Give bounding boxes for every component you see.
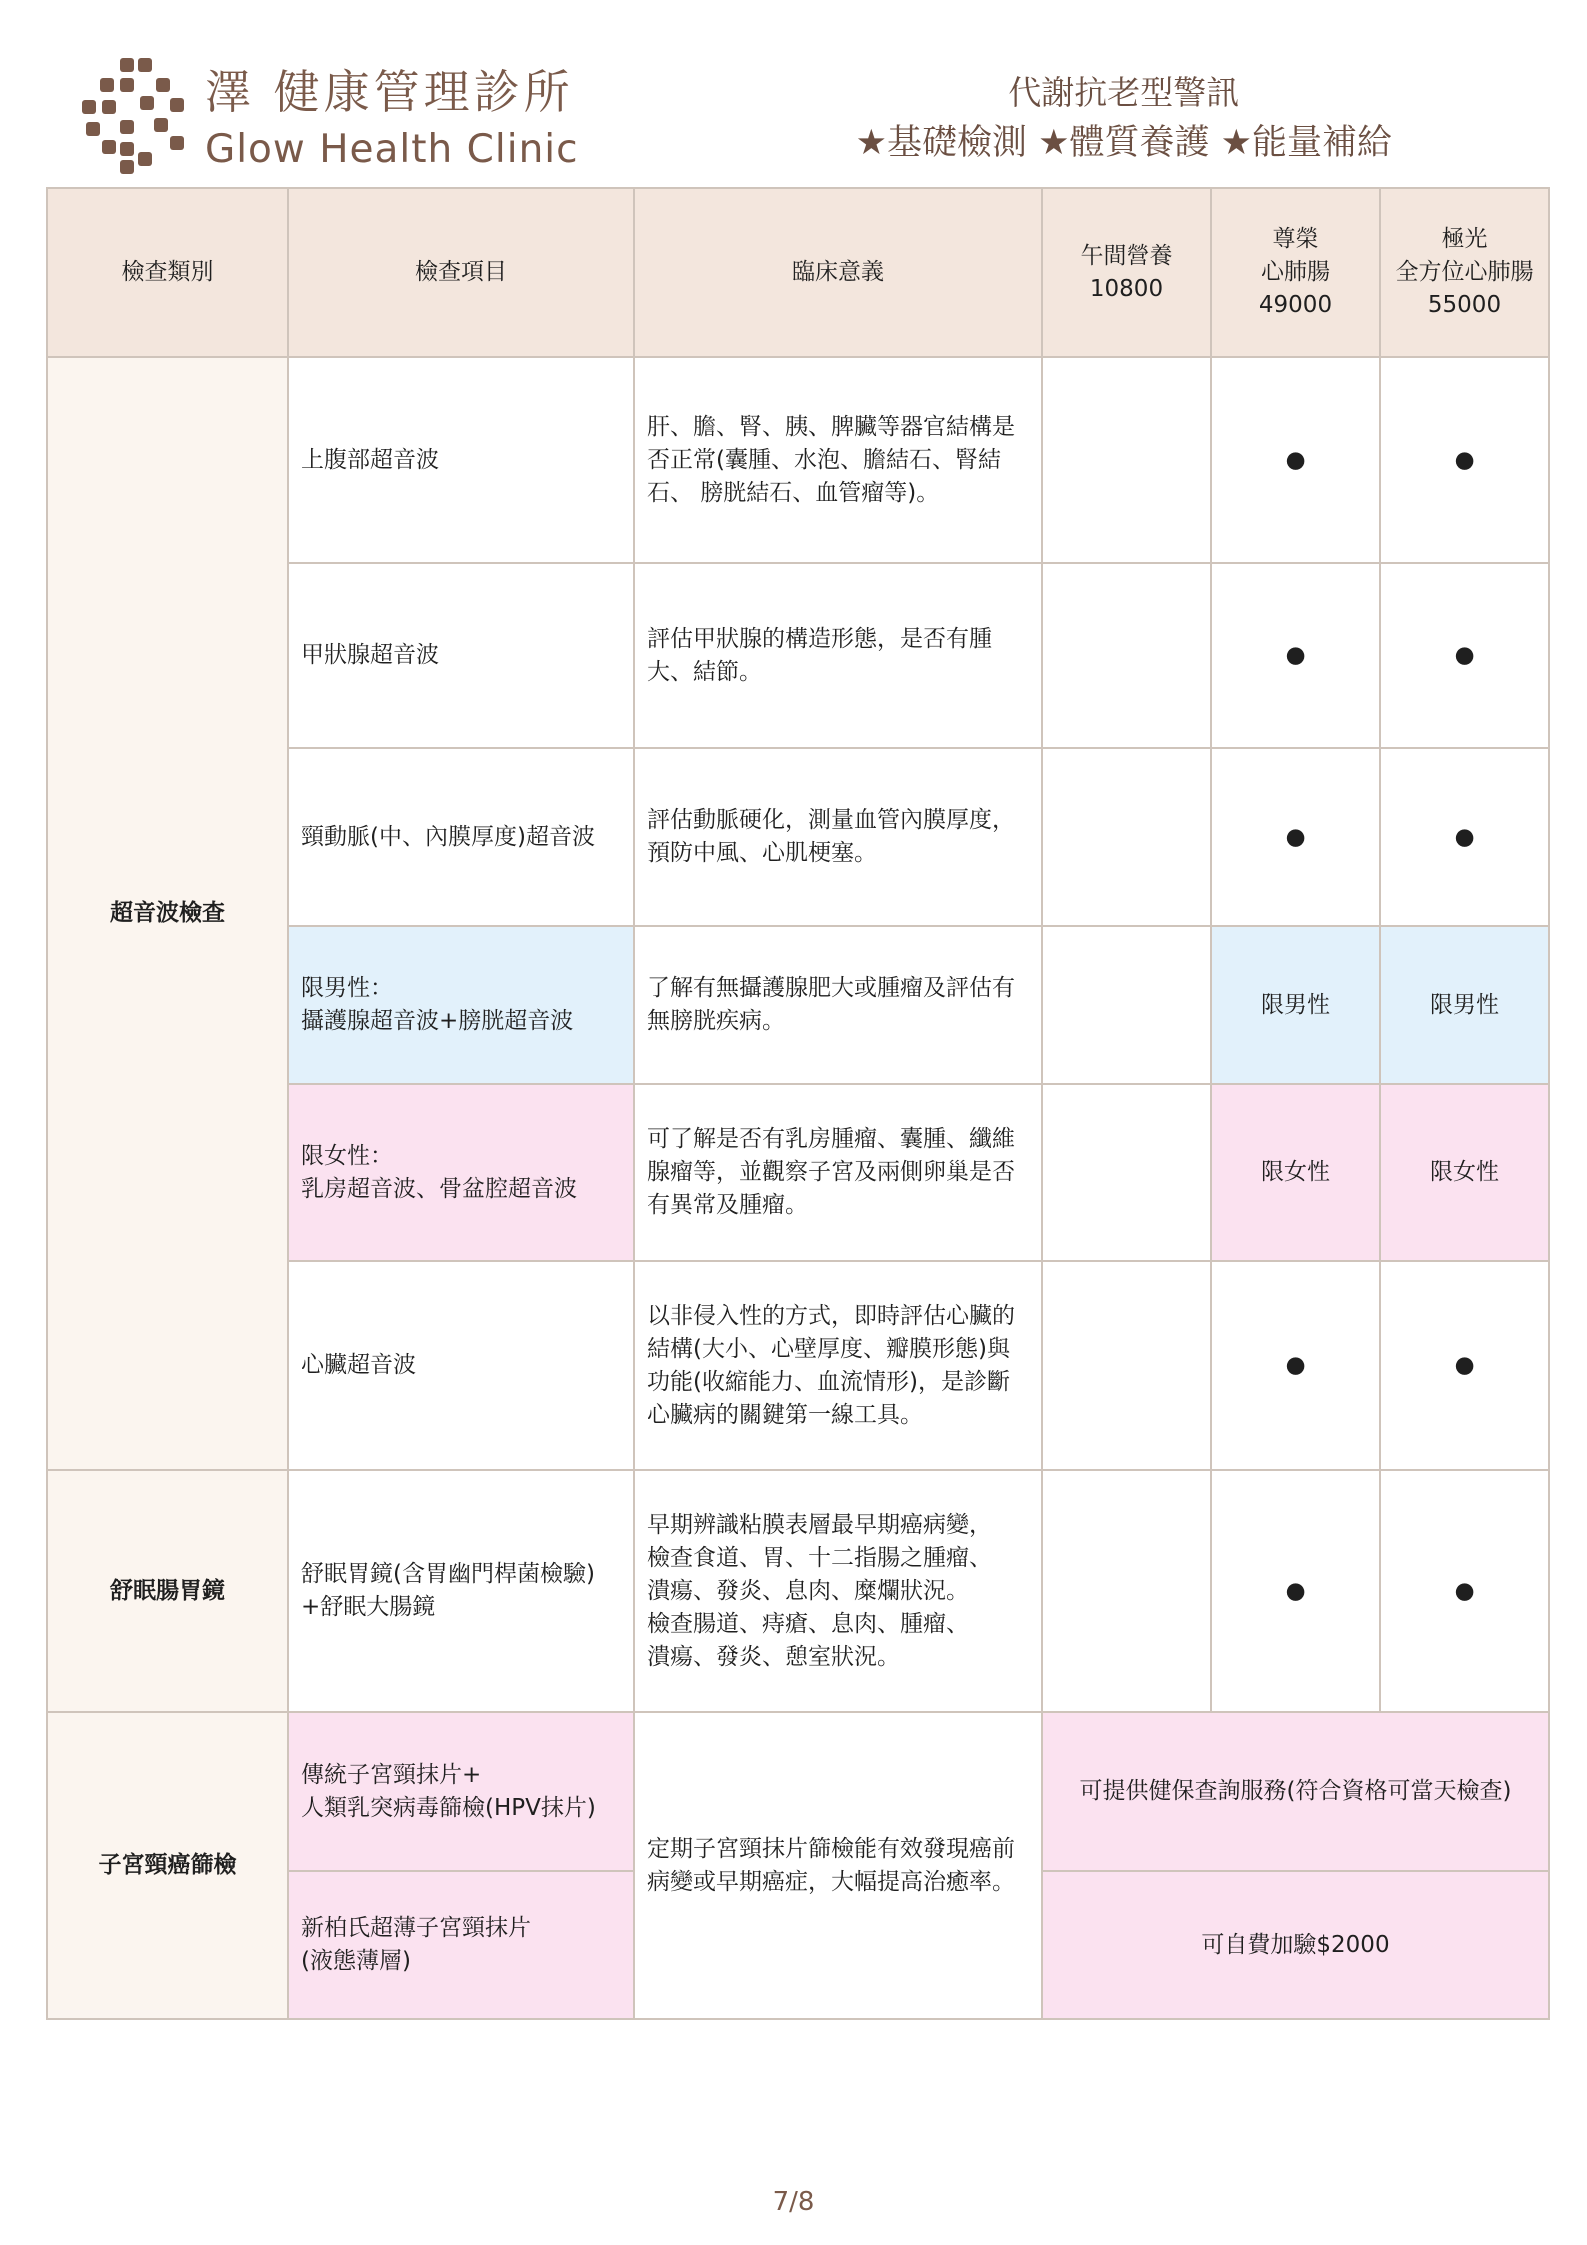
- table-header-row: [47, 188, 1549, 357]
- plan-lunch-mark: [1042, 563, 1211, 748]
- plan-aurora-mark: ●: [1380, 748, 1549, 926]
- plan-honor-mark: ●: [1211, 1470, 1380, 1712]
- clinical-meaning: 評估甲狀腺的構造形態，是否有腫大、結節。: [634, 563, 1042, 748]
- plan-aurora-mark: ●: [1380, 563, 1549, 748]
- meaning-line: 潰瘍、發炎、息肉、糜爛狀況。: [647, 1577, 969, 1604]
- item-name: [288, 1470, 634, 1712]
- item-name: 心臟超音波: [288, 1261, 634, 1470]
- plan-aurora-mark: ●: [1380, 1261, 1549, 1470]
- table-row: [47, 1712, 1549, 1871]
- plan-lunch-mark: [1042, 357, 1211, 563]
- clinical-meaning: 肝、膽、腎、胰、脾臟等器官結構是否正常(囊腫、水泡、膽結石、腎結石、 膀胱結石、血管瘤等)。: [634, 357, 1042, 563]
- item-name: [288, 1084, 634, 1261]
- item-name: [288, 1871, 634, 2019]
- brand-name-english: Glow Health Clinic: [205, 127, 579, 172]
- item-restriction: 限男性：: [301, 975, 393, 1001]
- item-name: [288, 1712, 634, 1871]
- package-heading: [856, 68, 1392, 168]
- package-title: 代謝抗老型警訊: [1008, 73, 1240, 112]
- item-detail: 人類乳突病毒篩檢(HPV抹片): [301, 1794, 596, 1821]
- plan-honor-price: 49000: [1258, 292, 1333, 318]
- plan-lunch-name: 午間營養: [1080, 242, 1173, 269]
- plan-aurora-mark: 限女性: [1380, 1084, 1549, 1261]
- item-restriction: 限女性：: [301, 1142, 393, 1169]
- plan-lunch-mark: [1042, 748, 1211, 926]
- clinical-meaning: 以非侵入性的方式，即時評估心臟的結構(大小、心壁厚度、瓣膜形態)與功能(收縮能力、血流情形)，是診斷心臟病的關鍵第一線工具。: [634, 1261, 1042, 1470]
- plan-honor-mark: ●: [1211, 1261, 1380, 1470]
- item-name: 上腹部超音波: [288, 357, 634, 563]
- clinical-meaning: 了解有無攝護腺肥大或腫瘤及評估有無膀胱疾病。: [634, 926, 1042, 1084]
- column-header-plan-honor: [1211, 188, 1380, 357]
- clinical-meaning: 評估動脈硬化，測量血管內膜厚度，預防中風、心肌梗塞。: [634, 748, 1042, 926]
- item-detail: +舒眠大腸鏡: [301, 1594, 436, 1620]
- clinic-logo-icon: [80, 56, 190, 176]
- item-detail: 舒眠胃鏡(含胃幽門桿菌檢驗): [301, 1561, 595, 1587]
- plan-lunch-mark: [1042, 1084, 1211, 1261]
- clinical-meaning: 可了解是否有乳房腫瘤、囊腫、纖維腺瘤等，並觀察子宮及兩側卵巢是否有異常及腫瘤。: [634, 1084, 1042, 1261]
- insurance-service-note: 可提供健保查詢服務(符合資格可當天檢查): [1042, 1712, 1549, 1871]
- plan-lunch-mark: [1042, 1261, 1211, 1470]
- plan-honor-mark: ●: [1211, 357, 1380, 563]
- item-name: 甲狀腺超音波: [288, 563, 634, 748]
- meaning-line: 檢查腸道、痔瘡、息肉、腫瘤、: [647, 1610, 969, 1637]
- plan-honor-mark: 限男性: [1211, 926, 1380, 1084]
- item-detail: 新柏氏超薄子宮頸抹片: [301, 1915, 531, 1941]
- table-row: [47, 1470, 1549, 1712]
- item-detail: 乳房超音波、骨盆腔超音波: [301, 1175, 577, 1202]
- table-row: [47, 357, 1549, 563]
- category-ultrasound: 超音波檢查: [47, 357, 288, 1470]
- plan-aurora-scope: 全方位心肺腸: [1395, 259, 1534, 285]
- checkup-plan-table: [46, 187, 1550, 2020]
- category-endoscopy: 舒眠腸胃鏡: [47, 1470, 288, 1712]
- column-header-meaning: 臨床意義: [634, 188, 1042, 357]
- item-name: 頸動脈(中、內膜厚度)超音波: [288, 748, 634, 926]
- plan-honor-mark: 限女性: [1211, 1084, 1380, 1261]
- item-detail: 攝護腺超音波+膀胱超音波: [301, 1008, 574, 1034]
- plan-honor-mark: ●: [1211, 563, 1380, 748]
- meaning-line: 檢查食道、胃、十二指腸之腫瘤、: [647, 1544, 992, 1571]
- plan-aurora-mark: ●: [1380, 357, 1549, 563]
- package-subtitle: ★基礎檢測 ★體質養護 ★能量補給: [855, 123, 1392, 163]
- plan-aurora-price: 55000: [1427, 292, 1502, 318]
- plan-honor-mark: ●: [1211, 748, 1380, 926]
- clinical-meaning: 定期子宮頸抹片篩檢能有效發現癌前病變或早期癌症，大幅提高治癒率。: [634, 1712, 1042, 2019]
- meaning-line: 早期辨識粘膜表層最早期癌病變，: [647, 1511, 992, 1538]
- plan-lunch-mark: [1042, 926, 1211, 1084]
- column-header-plan-lunch: [1042, 188, 1211, 357]
- plan-honor-scope: 心肺腸: [1261, 259, 1330, 285]
- column-header-plan-aurora: [1380, 188, 1549, 357]
- clinic-brand: [205, 62, 579, 178]
- page-number: 7/8: [772, 2187, 815, 2217]
- plan-lunch-mark: [1042, 1470, 1211, 1712]
- column-header-category: 檢查類別: [47, 188, 288, 357]
- self-pay-note: 可自費加驗$2000: [1042, 1871, 1549, 2019]
- plan-aurora-mark: 限男性: [1380, 926, 1549, 1084]
- item-detail: 傳統子宮頸抹片+: [301, 1761, 482, 1788]
- plan-aurora-name: 極光: [1441, 226, 1488, 252]
- meaning-line: 潰瘍、發炎、憩室狀況。: [647, 1643, 900, 1670]
- plan-honor-name: 尊榮: [1272, 226, 1319, 252]
- item-name: [288, 926, 634, 1084]
- plan-lunch-price: 10800: [1089, 275, 1164, 302]
- plan-aurora-mark: ●: [1380, 1470, 1549, 1712]
- column-header-item: 檢查項目: [288, 188, 634, 357]
- category-cervical: 子宮頸癌篩檢: [47, 1712, 288, 2019]
- clinical-meaning: [634, 1470, 1042, 1712]
- brand-name-chinese: 澤 健康管理診所: [205, 65, 574, 119]
- item-detail: (液態薄層): [301, 1948, 411, 1974]
